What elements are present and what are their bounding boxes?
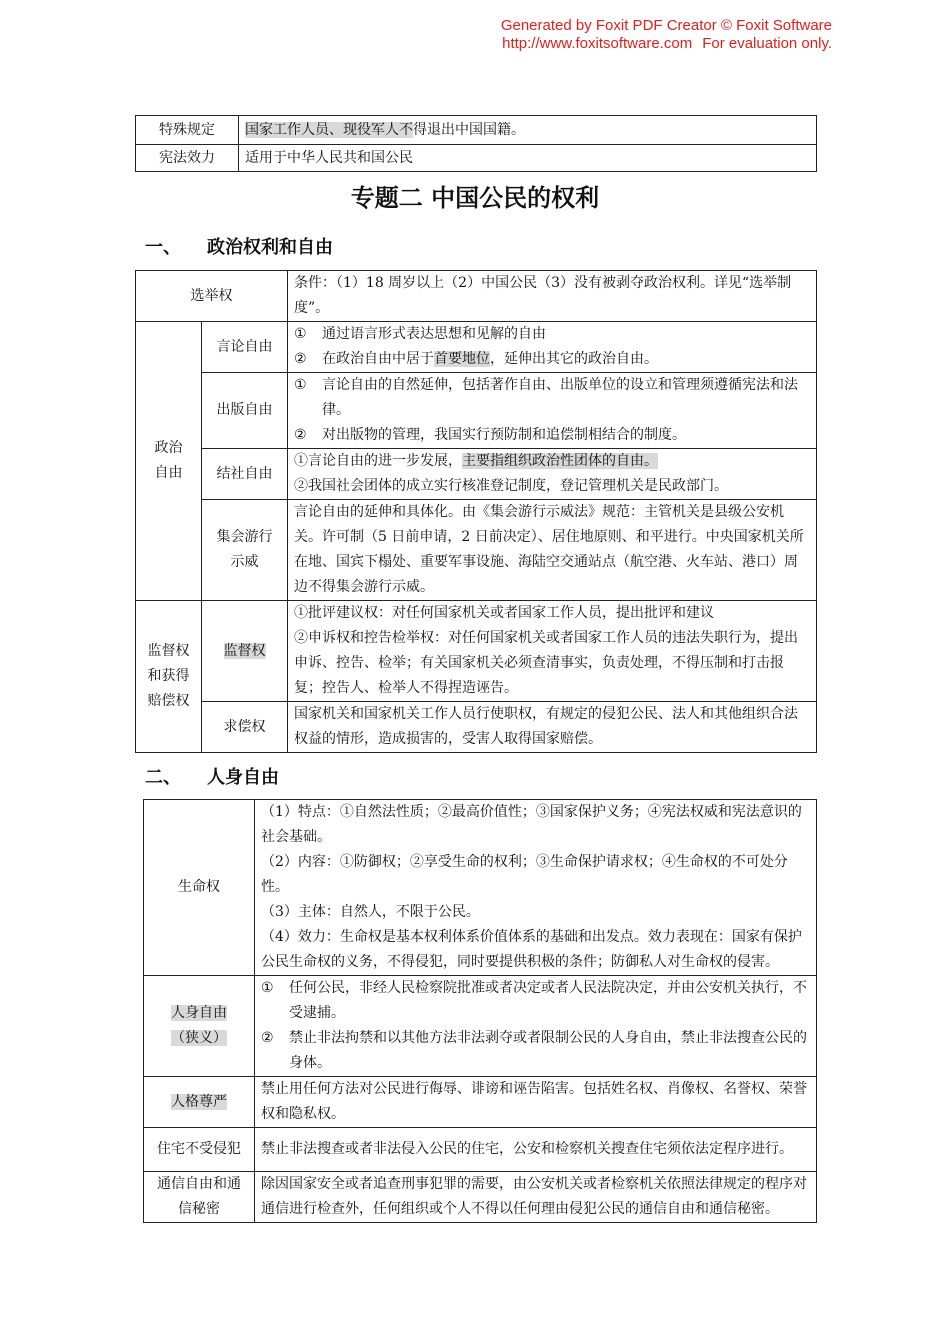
constitution-effect-content: 适用于中华人民共和国公民 — [239, 145, 817, 172]
election-label: 选举权 — [136, 271, 288, 322]
press-content: ① 言论自由的自然延伸，包括著作自由、出版单位的设立和管理须遵循宪法和法律。 ② 对出版物的管理，我国实行预防制和追偿制相结合的制度。 — [288, 373, 817, 449]
watermark-link[interactable]: http://www.foxitsoftware.com — [502, 35, 693, 52]
section2-heading: 二、 人身自由 — [145, 767, 279, 788]
life-label: 生命权 — [144, 800, 255, 976]
residence-content: 禁止非法搜查或者非法侵入公民的住宅，公安和检察机关搜查住宅须依法定程序进行。 — [255, 1128, 817, 1172]
personal-freedom-content: ① 任何公民，非经人民检察院批准或者决定或者人民法院决定，并由公安机关执行，不受逮捕。 ② 禁止非法拘禁和以其他方法非法剥夺或者限制公民的人身自由，禁止非法搜查公民的身体。 — [255, 976, 817, 1077]
supervision-group-label: 监督权和获得赔偿权 — [136, 601, 202, 753]
association-label: 结社自由 — [202, 449, 288, 500]
top-table — [135, 115, 817, 172]
political-rights-table — [135, 270, 817, 753]
special-rule-label: 特殊规定 — [136, 116, 239, 145]
watermark-line1: Generated by Foxit PDF Creator © Foxit Software — [500, 17, 832, 34]
constitution-effect-label: 宪法效力 — [136, 145, 239, 172]
speech-label: 言论自由 — [202, 322, 288, 373]
personal-freedom-label: 人身自由 （狭义） — [144, 976, 255, 1077]
personal-freedom-table — [143, 799, 817, 1223]
election-content: 条件：（1）18 周岁以上（2）中国公民（3）没有被剥夺政治权利。详见“选举制度”。 — [288, 271, 817, 322]
special-rule-content: 国家工作人员、现役军人不得退出中国国籍。 — [239, 116, 817, 145]
watermark — [501, 17, 832, 53]
dignity-content: 禁止用任何方法对公民进行侮辱、诽谤和诬告陷害。包括姓名权、肖像权、名誉权、荣誉权和隐私权。 — [255, 1077, 817, 1128]
watermark-note: For evaluation only. — [702, 35, 832, 52]
speech-content: ① 通过语言形式表达思想和见解的自由 ② 在政治自由中居于首要地位，延伸出其它的政治自由。 — [288, 322, 817, 373]
compensation-content: 国家机关和国家机关工作人员行使职权，有规定的侵犯公民、法人和其他组织合法权益的情形，造成损害的，受害人取得国家赔偿。 — [288, 702, 817, 753]
press-label: 出版自由 — [202, 373, 288, 449]
communication-label: 通信自由和通信秘密 — [144, 1172, 255, 1223]
political-freedom-label: 政治自由 — [136, 322, 202, 601]
residence-label: 住宅不受侵犯 — [144, 1128, 255, 1172]
assembly-label: 集会游行示威 — [202, 500, 288, 601]
section1-heading: 一、 政治权利和自由 — [145, 237, 333, 258]
association-content: ①言论自由的进一步发展，主要指组织政治性团体的自由。 ②我国社会团体的成立实行核准登记制度，登记管理机关是民政部门。 — [288, 449, 817, 500]
page-title: 专题二 中国公民的权利 — [350, 184, 600, 212]
assembly-content: 言论自由的延伸和具体化。由《集会游行示威法》规范：主管机关是县级公安机关。许可制（5 日前申请，2 日前决定）、居住地原则、和平进行。中央国家机关所在地、国宾下榻处、重要军事设施、海陆空交通站点（航空港、火车站、港口）周边不得集会游行示威。 — [288, 500, 817, 601]
dignity-label: 人格尊严 — [144, 1077, 255, 1128]
supervision-label: 监督权 — [202, 601, 288, 702]
supervision-content: ①批评建议权：对任何国家机关或者国家工作人员，提出批评和建议 ②申诉权和控告检举权：对任何国家机关或者国家工作人员的违法失职行为，提出申诉、控告、检举；有关国家机关必须查清事实，负责处理，不得压制和打击报复；控告人、检举人不得捏造诬告。 — [288, 601, 817, 702]
compensation-label: 求偿权 — [202, 702, 288, 753]
communication-content: 除因国家安全或者追查刑事犯罪的需要，由公安机关或者检察机关依照法律规定的程序对通信进行检查外，任何组织或个人不得以任何理由侵犯公民的通信自由和通信秘密。 — [255, 1172, 817, 1223]
life-content: （1）特点：①自然法性质；②最高价值性；③国家保护义务；④宪法权威和宪法意识的社会基础。 （2）内容：①防御权；②享受生命的权利；③生命保护请求权；④生命权的不可处分性。 （3）主体：自然人，不限于公民。 （4）效力：生命权是基本权利体系价值体系的基础和出发点。效力表现在：国家有保护公民生命权的义务，不得侵犯，同时要提供积极的条件；防御私人对生命权的侵害。 — [255, 800, 817, 976]
